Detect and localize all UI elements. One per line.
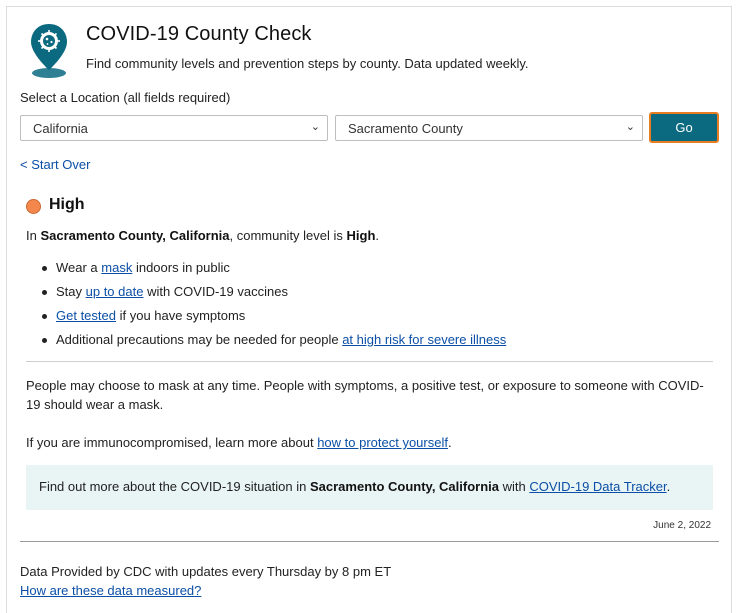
statement-location: Sacramento County, California	[40, 228, 230, 243]
page-subtitle: Find community levels and prevention steps by county. Data updated weekly.	[86, 56, 529, 71]
high-risk-link[interactable]: at high risk for severe illness	[342, 332, 507, 347]
list-item: Wear a mask indoors in public	[39, 260, 506, 284]
state-select-value: California	[33, 121, 88, 136]
level-label: High	[49, 196, 85, 213]
data-tracker-link[interactable]: COVID-19 Data Tracker	[529, 479, 667, 494]
data-measured-link[interactable]: How are these data measured?	[20, 583, 202, 598]
chevron-down-icon: ⌄	[625, 121, 635, 133]
data-provider-note: Data Provided by CDC with updates every Thursday by 8 pm ET	[20, 564, 392, 579]
header	[29, 21, 719, 83]
list-item: Additional precautions may be needed for people at high risk for severe illness	[39, 332, 506, 356]
location-label: Select a Location (all fields required)	[20, 90, 231, 105]
level-indicator-dot	[26, 199, 41, 214]
widget-frame	[6, 6, 732, 613]
divider	[26, 361, 713, 362]
page-title: COVID-19 County Check	[86, 23, 312, 45]
get-tested-link[interactable]: Get tested	[56, 308, 116, 323]
mask-link[interactable]: mask	[101, 260, 133, 275]
chevron-down-icon: ⌄	[310, 121, 320, 133]
protect-yourself-link[interactable]: how to protect yourself	[317, 435, 448, 450]
list-item: Get tested if you have symptoms	[39, 308, 506, 332]
footer-divider	[20, 541, 719, 542]
update-date: June 2, 2022	[653, 520, 711, 531]
go-button[interactable]: Go	[649, 112, 719, 143]
up-to-date-link[interactable]: up to date	[85, 284, 144, 299]
list-item: Stay up to date with COVID-19 vaccines	[39, 284, 506, 308]
immunocompromised-note: If you are immunocompromised, learn more about how to protect yourself.	[26, 435, 452, 450]
prevention-list	[39, 260, 506, 356]
location-pin-virus-icon	[29, 23, 69, 79]
state-select[interactable]	[20, 115, 328, 141]
level-statement: In Sacramento County, California, community level is High.	[26, 228, 380, 243]
data-tracker-callout: Find out more about the COVID-19 situation in Sacramento County, California with COVID-19 Data Tracker.	[26, 465, 713, 510]
tracker-location: Sacramento County, California	[309, 479, 499, 494]
county-select-value: Sacramento County	[348, 121, 463, 136]
mask-note: People may choose to mask at any time. People with symptoms, a positive test, or exposure to someone with COVID-19 should wear a mask.	[26, 378, 704, 412]
county-select[interactable]	[335, 115, 643, 141]
start-over-link[interactable]: < Start Over	[20, 157, 91, 172]
statement-level: High	[346, 228, 376, 243]
